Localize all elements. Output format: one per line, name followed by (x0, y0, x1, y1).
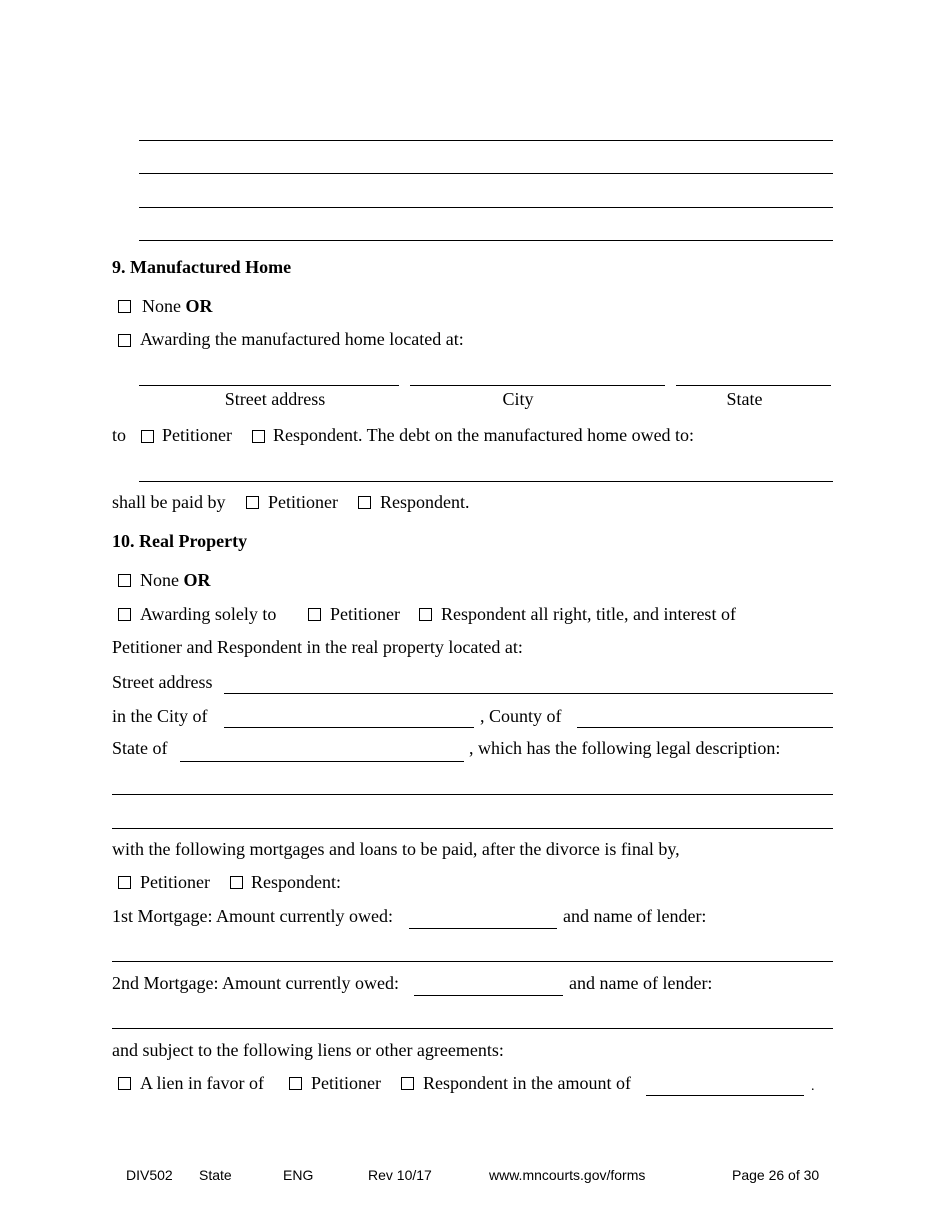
second-mortgage-amount-field[interactable] (414, 995, 563, 996)
legal-description-label: , which has the following legal description: (469, 738, 781, 758)
awarding-home-checkbox[interactable] (118, 334, 131, 347)
county-of-label: , County of (480, 706, 562, 726)
first-lender-label: and name of lender: (563, 906, 707, 926)
section-10-title: 10. Real Property (112, 531, 248, 551)
footer-form-id: DIV502 (126, 1167, 173, 1183)
mortgages-text: with the following mortgages and loans to be paid, after the divorce is final by, (112, 839, 680, 859)
to-label: to (112, 425, 127, 445)
property-city-field[interactable] (224, 727, 474, 728)
none-option-9 (142, 296, 213, 317)
footer-url[interactable]: www.mncourts.gov/forms (489, 1167, 646, 1183)
property-respondent-checkbox[interactable] (419, 608, 432, 621)
paid-by-respondent-label: Respondent. (380, 492, 470, 512)
property-street-field[interactable] (224, 693, 833, 694)
lien-petitioner-checkbox[interactable] (289, 1077, 302, 1090)
footer-language: ENG (283, 1167, 314, 1183)
lien-respondent-checkbox[interactable] (401, 1077, 414, 1090)
footer-revision: Rev 10/17 (368, 1167, 432, 1183)
property-county-field[interactable] (577, 727, 833, 728)
none-label: None (142, 296, 181, 316)
property-state-field[interactable] (180, 761, 464, 762)
city-caption: City (502, 389, 534, 409)
lien-period: . (811, 1079, 815, 1094)
blank-line-4[interactable] (139, 240, 833, 241)
awarding-home-label: Awarding the manufactured home located at: (140, 329, 464, 349)
home-respondent-checkbox[interactable] (252, 430, 265, 443)
liens-text: and subject to the following liens or other agreements: (112, 1040, 504, 1060)
second-lender-label: and name of lender: (569, 973, 713, 993)
legal-description-line-1[interactable] (112, 794, 833, 795)
none-checkbox-9[interactable] (118, 300, 131, 313)
awarding-solely-checkbox[interactable] (118, 608, 131, 621)
home-respondent-debt-label: Respondent. The debt on the manufactured home owed to: (273, 425, 695, 445)
footer-page-number: Page 26 of 30 (732, 1167, 820, 1183)
home-petitioner-label: Petitioner (162, 425, 232, 445)
lien-petitioner-label: Petitioner (311, 1073, 381, 1093)
property-located-text: Petitioner and Respondent in the real property located at: (112, 637, 523, 657)
footer-jurisdiction: State (199, 1167, 232, 1183)
none-option-10 (140, 570, 211, 591)
first-lender-field[interactable] (112, 961, 833, 962)
lien-favor-label: A lien in favor of (140, 1073, 264, 1093)
first-mortgage-label: 1st Mortgage: Amount currently owed: (112, 906, 393, 926)
property-petitioner-checkbox[interactable] (308, 608, 321, 621)
lien-respondent-label: Respondent in the amount of (423, 1073, 631, 1093)
debt-owed-to-field[interactable] (139, 481, 833, 482)
awarding-solely-label: Awarding solely to (140, 604, 277, 624)
or-label: OR (183, 570, 211, 590)
state-of-label: State of (112, 738, 168, 758)
city-field[interactable] (410, 385, 665, 386)
street-address-label: Street address (112, 672, 213, 692)
lien-amount-field[interactable] (646, 1095, 804, 1096)
none-label: None (140, 570, 179, 590)
paid-by-petitioner-checkbox[interactable] (246, 496, 259, 509)
state-field[interactable] (676, 385, 831, 386)
paid-by-label: shall be paid by (112, 492, 226, 512)
state-caption: State (726, 389, 763, 409)
blank-line-2[interactable] (139, 173, 833, 174)
city-of-label: in the City of (112, 706, 208, 726)
legal-description-line-2[interactable] (112, 828, 833, 829)
section-9-title: 9. Manufactured Home (112, 257, 292, 277)
or-label: OR (185, 296, 213, 316)
mortgage-petitioner-checkbox[interactable] (118, 876, 131, 889)
paid-by-petitioner-label: Petitioner (268, 492, 338, 512)
none-checkbox-10[interactable] (118, 574, 131, 587)
street-address-caption: Street address (224, 389, 326, 409)
property-petitioner-label: Petitioner (330, 604, 400, 624)
second-mortgage-label: 2nd Mortgage: Amount currently owed: (112, 973, 399, 993)
street-address-field[interactable] (139, 385, 399, 386)
mortgage-respondent-checkbox[interactable] (230, 876, 243, 889)
mortgage-petitioner-label: Petitioner (140, 872, 210, 892)
paid-by-respondent-checkbox[interactable] (358, 496, 371, 509)
blank-line-1[interactable] (139, 140, 833, 141)
blank-line-3[interactable] (139, 207, 833, 208)
first-mortgage-amount-field[interactable] (409, 928, 557, 929)
second-lender-field[interactable] (112, 1028, 833, 1029)
property-respondent-label: Respondent all right, title, and interest of (441, 604, 736, 624)
mortgage-respondent-label: Respondent: (251, 872, 341, 892)
home-petitioner-checkbox[interactable] (141, 430, 154, 443)
lien-checkbox[interactable] (118, 1077, 131, 1090)
